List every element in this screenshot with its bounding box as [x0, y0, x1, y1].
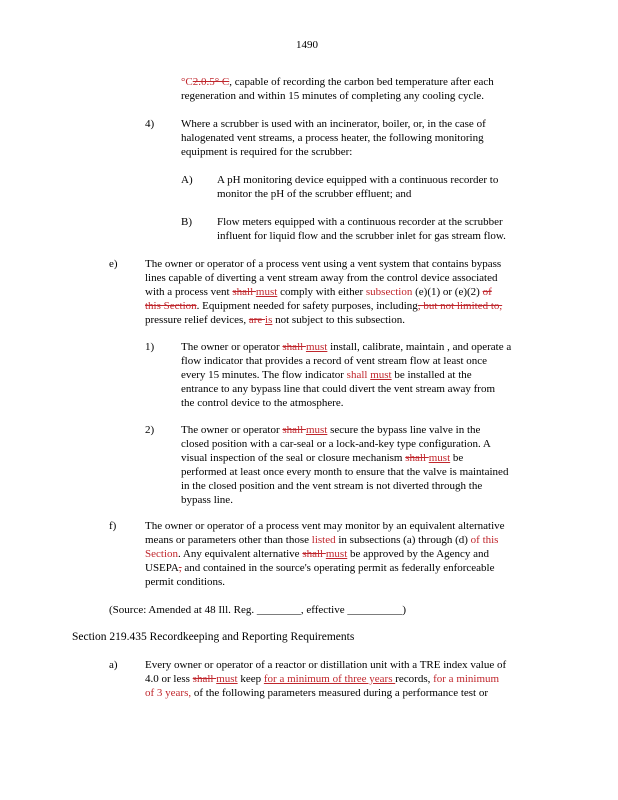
item-f-label: f) — [109, 520, 117, 532]
item-e2-line-1 — [181, 424, 480, 437]
ins-text: must — [305, 424, 328, 436]
item-e2-line-6: bypass line. — [181, 494, 233, 506]
text: with a process vent — [145, 286, 233, 298]
ins-text: °C — [181, 76, 193, 88]
text: records, — [395, 673, 434, 685]
text: means or parameters other than those — [145, 534, 312, 546]
ins-text: of this — [470, 534, 499, 546]
item-a-line-3 — [145, 687, 488, 700]
text: and contained in the source's operating permit as federally enforceable — [181, 562, 495, 574]
item-e1-line-3 — [181, 369, 472, 382]
del-text: are — [248, 314, 266, 326]
item-f-line-4 — [145, 562, 495, 575]
item-b-upper-line-1: Flow meters equipped with a continuous recorder at the scrubber — [217, 216, 503, 228]
item-4-line-2: halogenated vent streams, a process heater, the following monitoring — [181, 132, 484, 144]
ins-text: for a minimum of three years — [263, 673, 396, 685]
ins-text: must — [255, 286, 278, 298]
page-number: 1490 — [296, 39, 318, 51]
text: The owner or operator — [181, 424, 283, 436]
text: keep — [237, 673, 264, 685]
ins-text: listed — [311, 534, 336, 546]
item-e-line-4 — [145, 300, 502, 313]
ins-text: must — [305, 341, 328, 353]
ins-text: must — [370, 369, 392, 381]
source-note: (Source: Amended at 48 Ill. Reg. ________, effective __________) — [109, 604, 407, 616]
item-e-line-1: The owner or operator of a process vent using a vent system that contains bypass — [145, 258, 502, 270]
text: . Equipment needed for safety purposes, including — [196, 300, 418, 312]
item-e1-line-4: entrance to any bypass line that could divert the vent stream away from — [181, 383, 496, 395]
item-e2-line-5: in the closed position and the vent stream is not diverted through the — [181, 480, 483, 492]
del-text: shall — [192, 673, 217, 685]
text: 4.0 or less — [145, 673, 193, 685]
item-f-line-5: permit conditions. — [145, 576, 226, 588]
item-e1-line-5: the control device to the atmosphere. — [181, 397, 344, 409]
text: . Any equivalent alternative — [178, 548, 303, 560]
ins-text: must — [428, 452, 451, 464]
continuation-line-1 — [181, 76, 494, 89]
del-text: of — [482, 286, 492, 298]
item-e-line-3 — [145, 286, 492, 299]
text: not subject to this subsection. — [272, 314, 405, 326]
del-text: shall — [405, 452, 429, 464]
item-e2-line-2: closed position with a car-seal or a lock-and-key type configuration. A — [181, 438, 491, 450]
text: install, calibrate, maintain , and operate a — [327, 341, 512, 353]
del-text: 2.0.5° C — [192, 76, 230, 88]
item-4-line-1: Where a scrubber is used with an incinerator, boiler, or, in the case of — [181, 118, 486, 130]
ins-text: must — [216, 673, 238, 685]
item-e2-line-4: performed at least once every month to ensure that the valve is maintained — [181, 466, 509, 478]
text: comply with either — [277, 286, 366, 298]
del-text: this Section — [145, 300, 197, 312]
continuation-line-2: regeneration and within 15 minutes of completing any cooling cycle. — [181, 90, 485, 102]
item-a-line-1: Every owner or operator of a reactor or distillation unit with a TRE index value of — [145, 659, 507, 671]
item-a-upper-line-2: monitor the pH of the scrubber effluent; and — [217, 188, 412, 200]
item-a-label: a) — [109, 659, 118, 671]
item-e2-label: 2) — [145, 424, 155, 436]
ins-text: is — [265, 314, 273, 326]
item-a-upper-line-1: A pH monitoring device equipped with a continuous recorder to — [217, 174, 499, 186]
text: in subsections (a) through (d) — [335, 534, 471, 546]
text: pressure relief devices, — [145, 314, 249, 326]
text: secure the bypass line valve in the — [327, 424, 481, 436]
ins-text: subsection — [365, 286, 413, 298]
text: be approved by the Agency and — [347, 548, 489, 560]
item-f-line-2 — [145, 534, 498, 547]
text: be installed at the — [391, 369, 472, 381]
text: of the following parameters measured during a performance test or — [191, 687, 489, 699]
item-e1-label: 1) — [145, 341, 155, 353]
del-text: shall — [232, 286, 256, 298]
item-e-line-5 — [145, 314, 405, 327]
item-a-upper-label: A) — [181, 174, 193, 186]
item-e-label: e) — [109, 258, 118, 270]
text: be — [450, 452, 464, 464]
del-text: , but not limited to, — [417, 300, 503, 312]
text: USEPA — [145, 562, 179, 574]
item-e1-line-1 — [181, 341, 511, 354]
ins-text: must — [325, 548, 348, 560]
item-f-line-1: The owner or operator of a process vent may monitor by an equivalent alternative — [145, 520, 505, 532]
del-text: shall — [302, 548, 326, 560]
item-4-label: 4) — [145, 118, 155, 130]
item-b-upper-label: B) — [181, 216, 192, 228]
text: every 15 minutes. The flow indicator — [181, 369, 347, 381]
item-e2-line-3 — [181, 452, 463, 465]
del-text: shall — [282, 424, 306, 436]
ins-text: shall — [346, 369, 371, 381]
item-e-line-2: lines capable of diverting a vent stream away from the control device associated — [145, 272, 498, 284]
item-f-line-3 — [145, 548, 489, 561]
text: (e)(1) or (e)(2) — [412, 286, 483, 298]
section-heading: Section 219.435 Recordkeeping and Reporting Requirements — [72, 631, 355, 643]
item-a-line-2 — [145, 673, 499, 686]
ins-text: Section — [145, 548, 178, 560]
text: The owner or operator — [181, 341, 283, 353]
item-4-line-3: equipment is required for the scrubber: — [181, 146, 353, 158]
item-e1-line-2: flow indicator that provides a record of vent stream flow at least once — [181, 355, 488, 367]
del-text: , — [178, 562, 182, 574]
ins-text: for a minimum — [433, 673, 500, 685]
text: visual inspection of the seal or closure mechanism — [181, 452, 406, 464]
item-b-upper-line-2: influent for liquid flow and the scrubber inlet for gas stream flow. — [217, 230, 506, 242]
del-text: shall — [282, 341, 306, 353]
text: , capable of recording the carbon bed temperature after each — [229, 76, 494, 88]
ins-text: of 3 years, — [145, 687, 192, 699]
